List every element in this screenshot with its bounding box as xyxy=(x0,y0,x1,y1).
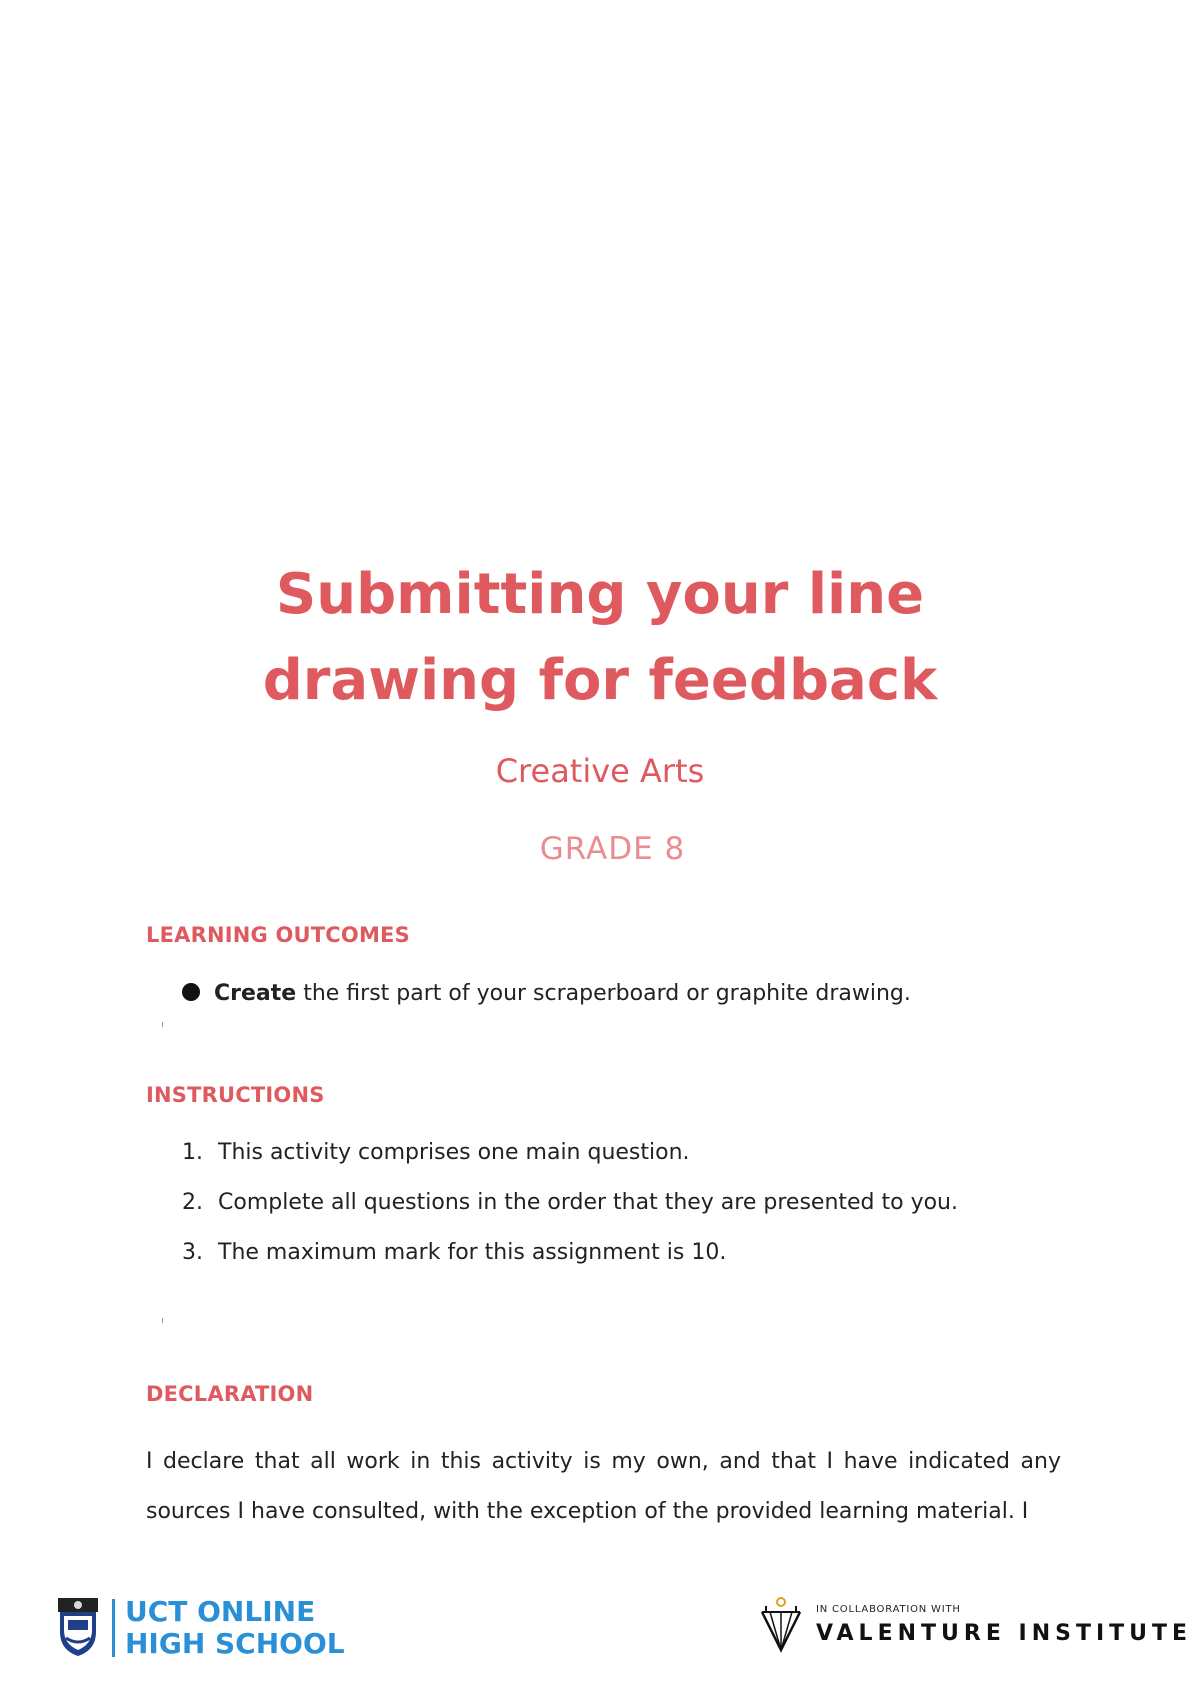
list-item-text: Complete all questions in the order that they are presented to you. xyxy=(218,1190,958,1215)
list-item-number: 2. xyxy=(182,1190,203,1215)
list-item-text: The maximum mark for this assignment is 10. xyxy=(218,1240,727,1265)
list-item xyxy=(182,1190,958,1240)
outcome-text: the first part of your scraperboard or graphite drawing. xyxy=(296,981,911,1006)
valenture-shield-icon xyxy=(758,1596,804,1654)
logo-divider xyxy=(112,1599,115,1657)
list-item-number: 3. xyxy=(182,1240,203,1265)
divider-mark xyxy=(162,1022,163,1027)
learning-outcome-item xyxy=(182,981,911,1006)
uct-online-high-school-logo xyxy=(56,1596,345,1660)
uct-logo-text xyxy=(125,1596,345,1660)
declaration-text: I declare that all work in this activity is my own, and that I have indicated any sources I have consulted, with the exception of the provided learning material. I xyxy=(146,1449,1061,1524)
learning-outcomes-heading: LEARNING OUTCOMES xyxy=(146,923,410,947)
outcome-verb: Create xyxy=(214,981,297,1006)
subject-label: Creative Arts xyxy=(495,752,705,790)
list-item xyxy=(182,1140,958,1190)
declaration-heading: DECLARATION xyxy=(146,1382,314,1406)
valenture-name: VALENTURE INSTITUTE xyxy=(816,1621,1193,1646)
bullet-icon xyxy=(182,983,200,1001)
valenture-institute-logo xyxy=(758,1596,1192,1654)
instructions-list xyxy=(182,1140,958,1290)
collaboration-label: IN COLLABORATION WITH xyxy=(816,1604,961,1615)
uct-crest-icon xyxy=(56,1598,100,1658)
divider-mark xyxy=(162,1318,163,1323)
instructions-heading: INSTRUCTIONS xyxy=(146,1083,325,1107)
list-item xyxy=(182,1240,958,1290)
uct-logo-line-2: HIGH SCHOOL xyxy=(125,1627,345,1660)
valenture-logo-text xyxy=(816,1604,1192,1646)
title-line-1: Submitting your line xyxy=(275,562,925,627)
title-line-2: drawing for feedback xyxy=(262,648,938,713)
grade-label: GRADE 8 xyxy=(539,831,686,867)
list-item-text: This activity comprises one main question. xyxy=(218,1140,690,1165)
list-item-number: 1. xyxy=(182,1140,203,1165)
document-title xyxy=(0,552,1200,724)
uct-logo-line-1: UCT ONLINE xyxy=(125,1595,316,1628)
